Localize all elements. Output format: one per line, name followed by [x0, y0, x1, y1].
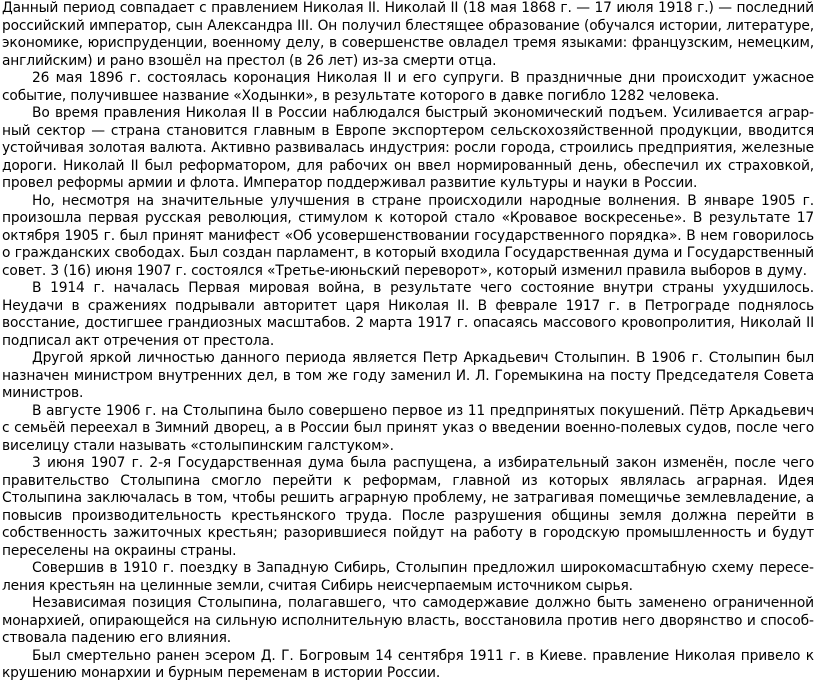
paragraph-agrarian-reform: 3 июня 1907 г. 2-я Государственная дума была распущена, а избирательный закон изменён, после чего правительство Столыпина смогло перейти к реформам, главной из которых являлась аграрная. Идея Столыпина заключалась в том, чтобы решить аграрную проблему, не затрагивая помещичье землевладение, а повысив производительность крестьянского труда. После разрушения общины земля должна перейти в собственность зажиточных крестьян; разорившиеся пойдут на работу в городскую промышленность и будут переселены на окраины страны. — [2, 455, 814, 559]
paragraph-stolypin-intro: Другой яркой личностью данного периода является Петр Аркадьевич Столыпин. В 1906 г. Столыпин был назначен министром внутренних дел, в том же году заменил И. Л. Горемыкина на посту Председателя Совета министров. — [2, 350, 814, 401]
paragraph-coronation: 26 мая 1896 г. состоялась коронация Николая II и его супруги. В праздничные дни происходит ужасное событие, получившее название «Ходынки», в результате которого в давке погибло 1282 человека. — [2, 70, 814, 104]
paragraph-world-war-abdication: В 1914 г. началась Первая мировая война, в результате чего состояние внутри страны ухудшилось. Неудачи в сражениях подрывали авторитет царя Николая II. В феврале 1917 г. в Петрограде поднялось восстание, достигшее грандиозных масштабов. 2 марта 1917 г. опасаясь массового кровопролития, Николай II подписал акт отречения от престола. — [2, 280, 814, 349]
paragraph-nicholas-ii-intro: Данный период совпадает с правлением Николая II. Николай II (18 мая 1868 г. — 17 июля 1918 г.) — последний российский император, сын Александра III. Он получил блестящее образование (обучался истории, литературе, экономике, юриспруденции, военному делу, в совершенстве овладел тремя языками: французским, немецким, английским) и рано взошёл на престол (в 26 лет) из-за смерти отца. — [2, 0, 814, 69]
paragraph-siberia-resettlement: Совершив в 1910 г. поездку в Западную Сибирь, Столыпин предложил широкомасштабную схему переселения крестьян на целинные земли, считая Сибирь неисчерпаемым источником сырья. — [2, 560, 814, 594]
paragraph-stolypin-position: Независимая позиция Столыпина, полагавшего, что самодержавие должно быть заменено ограниченной монархией, опирающейся на сильную исполнительную власть, восстановила против него дворянство и способствовала падению его влияния. — [2, 595, 814, 646]
paragraph-stolypin-death: Был смертельно ранен эсером Д. Г. Богровым 14 сентября 1911 г. в Киеве. правление Николая привело к крушению монархии и бурным переменам в истории России. — [2, 647, 814, 681]
paragraph-stolypin-assassination-attempt: В августе 1906 г. на Столыпина было совершено первое из 11 предпринятых покушений. Пётр Аркадьевич с семьёй переехал в Зимний дворец, а в России был принят указ о введении военно-полевых судов, после чего виселицу стали называть «столыпинским галстуком». — [2, 402, 814, 454]
paragraph-economic-growth: Во время правления Николая II в России наблюдался быстрый экономический подъем. Усиливается аграрный сектор — страна становится главным в Европе экспортером сельскохозяйственной продукции, вводится устойчивая золотая валюта. Активно развивалась индустрия: росли города, строились предприятия, железные дороги. Николай II был реформатором, для рабочих он ввел нормированный день, обеспечил их страховкой, провел реформы армии и флота. Император поддерживал развитие культуры и науки в России. — [2, 105, 814, 191]
paragraph-revolution-1905: Но, несмотря на значительные улучшения в стране происходили народные волнения. В январе 1905 г. произошла первая русская революция, стимулом к которой стало «Кровавое воскресенье». В результате 17 октября 1905 г. был принят манифест «Об усовершенствовании государственного порядка». В нем говорилось о гражданских свободах. Был создан парламент, в который входила Государственная дума и Государственный совет. 3 (16) июня 1907 г. состоялся «Третье-июньский переворот», который изменил правила выборов в думу. — [2, 192, 814, 279]
